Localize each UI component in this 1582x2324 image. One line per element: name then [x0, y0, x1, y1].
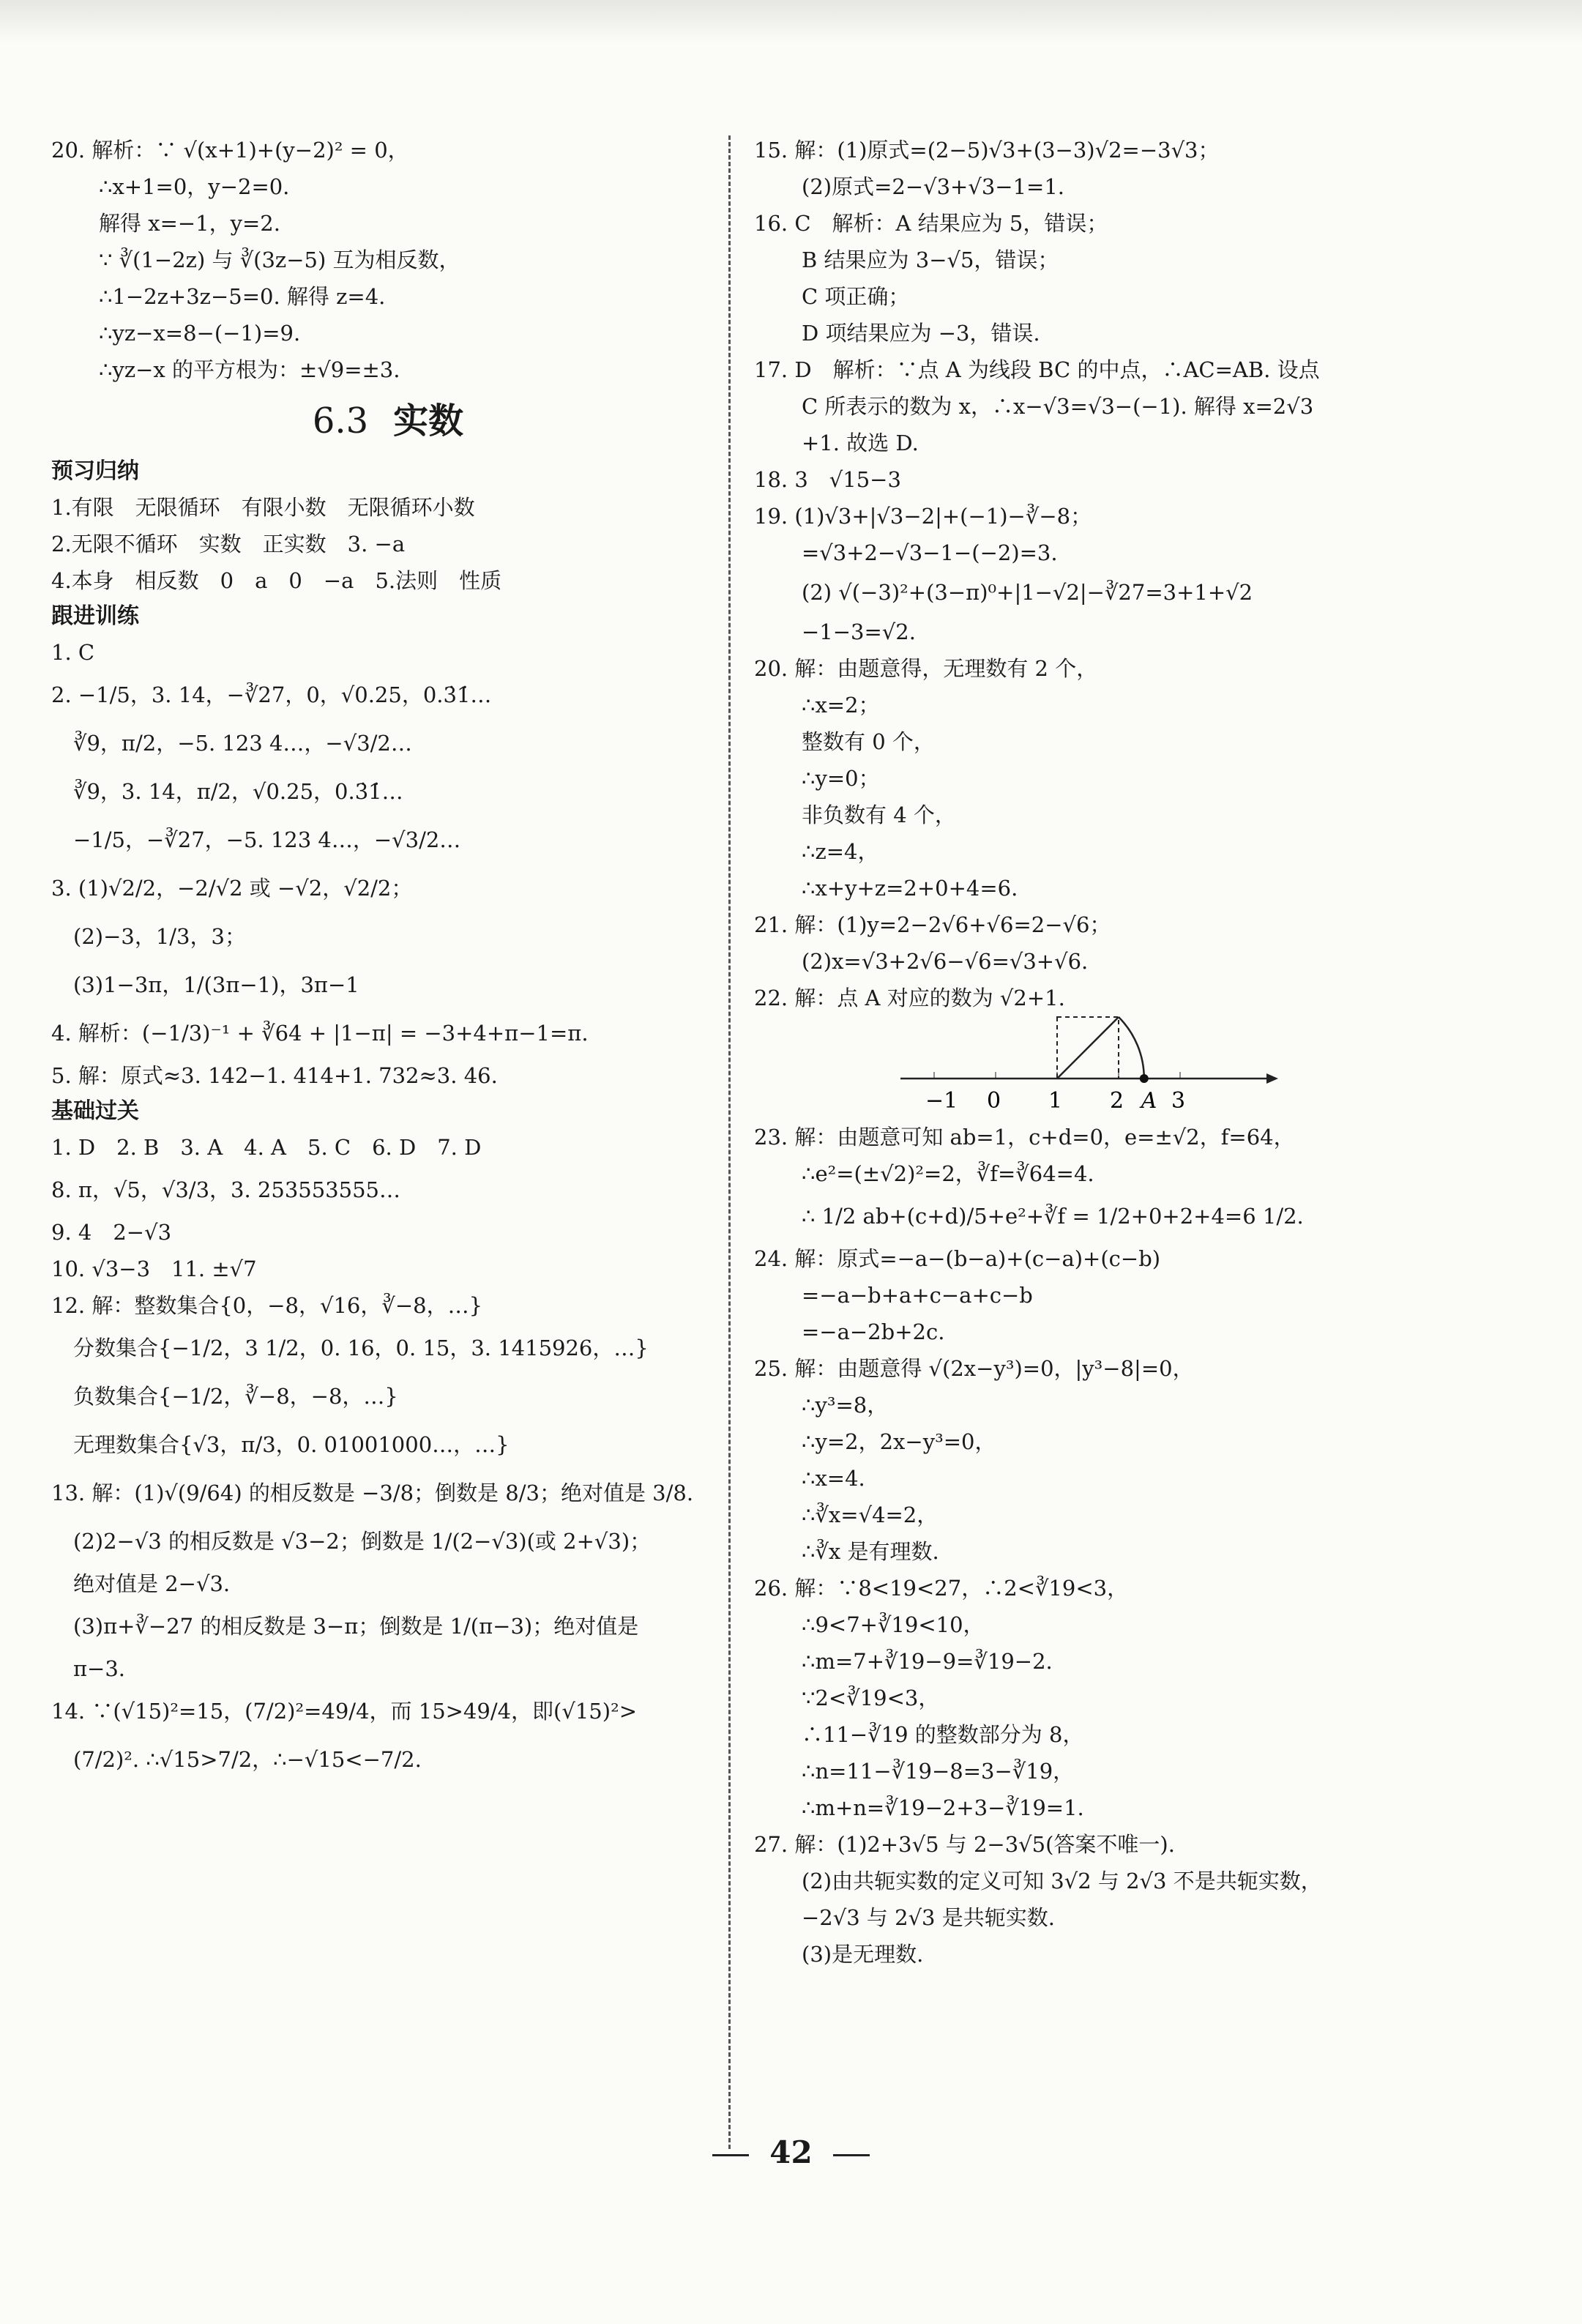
- answer-line: ∛9，3. 14，π/2，√0.25，0.3̇1̇…: [73, 779, 403, 804]
- column-divider: [728, 135, 731, 2149]
- answer-line: 2.无限不循环 实数 正实数 3. −a: [51, 532, 406, 556]
- answer-line: ∴yz−x 的平方根为：±√9=±3.: [99, 357, 400, 382]
- answer-line: 16. C 解析：A 结果应为 5，错误；: [754, 211, 1108, 236]
- tick-label: 2: [1110, 1088, 1124, 1114]
- answer-line: 26. 解：∵8<19<27，∴2<∛19<3，: [754, 1576, 1129, 1601]
- answer-line: 12. 解：整数集合{0，−8，√16，∛−8，…}: [51, 1293, 483, 1318]
- answer-line: (2)原式=2−√3+√3−1=1.: [802, 174, 1065, 199]
- tick-label: 0: [987, 1088, 1001, 1114]
- answer-line: 1. D 2. B 3. A 4. A 5. C 6. D 7. D: [51, 1135, 482, 1160]
- tick-label: 3: [1171, 1088, 1186, 1114]
- answer-line: ∴e²=(±√2)²=2，∛f=∛64=4.: [802, 1161, 1094, 1186]
- section-label: 预习归纳: [51, 458, 139, 484]
- left-column: [51, 132, 725, 1784]
- answer-line: ∵2<∛19<3，: [802, 1686, 940, 1710]
- answer-line: 绝对值是 2−√3.: [73, 1571, 231, 1596]
- answer-line: D 项结果应为 −3，错误.: [802, 321, 1040, 346]
- answer-line: 4.本身 相反数 0 a 0 −a 5.法则 性质: [51, 568, 502, 593]
- arc: [1119, 1017, 1144, 1079]
- answer-line: (2)−3，1/3，3；: [73, 924, 246, 949]
- answer-line: 解得 x=−1，y=2.: [99, 211, 280, 236]
- answer-line: 5. 解：原式≈3. 142−1. 414+1. 732≈3. 46.: [51, 1063, 498, 1088]
- tick-label: −1: [925, 1088, 958, 1114]
- answer-line: ∴yz−x=8−(−1)=9.: [99, 321, 301, 346]
- number-line-svg: [900, 1016, 1281, 1119]
- tick-label: 1: [1048, 1088, 1063, 1114]
- answer-line: ∴1−2z+3z−5=0. 解得 z=4.: [99, 284, 386, 309]
- answer-line: −2√3 与 2√3 是共轭实数.: [802, 1905, 1055, 1930]
- section-label: 跟进训练: [51, 603, 139, 629]
- answer-line: 2. −1/5，3. 14，−∛27，0，√0.25，0.3̇1̇…: [51, 682, 492, 707]
- answer-line: ∴z=4，: [802, 839, 879, 864]
- answer-line: 21. 解：(1)y=2−2√6+√6=2−√6；: [754, 912, 1111, 937]
- answer-line: 22. 解：点 A 对应的数为 √2+1.: [754, 986, 1065, 1010]
- answer-line: 1.有限 无限循环 有限小数 无限循环小数: [51, 495, 475, 520]
- answer-line: 分数集合{−1/2，3 1/2，0. 16，0. 15，3. 1415926，…}: [73, 1336, 649, 1360]
- answer-line: 18. 3 √15−3: [754, 467, 901, 492]
- answer-line: ∴x+y+z=2+0+4=6.: [802, 876, 1018, 901]
- answer-line: ∴∛x=√4=2，: [802, 1502, 939, 1527]
- answer-line: C 项正确；: [802, 284, 910, 309]
- answer-line: 14. ∵(√15)²=15，(7/2)²=49/4，而 15>49/4，即(√15)²>: [51, 1699, 637, 1724]
- answer-line: ∴y³=8，: [802, 1393, 889, 1418]
- answer-line: (2)2−√3 的相反数是 √3−2；倒数是 1/(2−√3)(或 2+√3)；: [73, 1529, 652, 1554]
- section-number: 6.3: [312, 401, 369, 442]
- page-top-shade: [0, 0, 1582, 44]
- answer-line: (3)π+∛−27 的相反数是 3−π；倒数是 1/(π−3)；绝对值是: [73, 1614, 639, 1639]
- answer-line: 10. √3−3 11. ±√7: [51, 1256, 257, 1281]
- answer-line: ∴x=4.: [802, 1466, 865, 1491]
- section-title: 实数: [393, 401, 464, 442]
- section-heading: [51, 388, 725, 454]
- answer-line: (2)由共轭实数的定义可知 3√2 与 2√3 不是共轭实数，: [802, 1869, 1322, 1893]
- answer-line: ∴n=11−∛19−8=3−∛19，: [802, 1759, 1075, 1784]
- answer-line: 13. 解：(1)√(9/64) 的相反数是 −3/8；倒数是 8/3；绝对值是 3/8.: [51, 1481, 694, 1505]
- answer-line: ∴y=2，2x−y³=0，: [802, 1429, 996, 1454]
- answer-line: ∛9，π/2，−5. 123 4…，−√3/2…: [73, 731, 412, 756]
- answer-line: π−3.: [73, 1656, 126, 1681]
- answer-line: 17. D 解析：∵点 A 为线段 BC 的中点，∴AC=AB. 设点: [754, 357, 1320, 382]
- answer-line: 25. 解：由题意得 √(2x−y³)=0，|y³−8|=0，: [754, 1356, 1194, 1381]
- answer-line: 3. (1)√2/2，−2/√2 或 −√2，√2/2；: [51, 876, 413, 901]
- point-a-label: A: [1141, 1088, 1157, 1114]
- answer-line: 非负数有 4 个，: [802, 802, 956, 827]
- answer-line: 4. 解析：(−1/3)⁻¹ + ∛64 + |1−π| = −3+4+π−1=π.: [51, 1021, 589, 1046]
- answer-line: 1. C: [51, 640, 95, 665]
- answer-line: 整数有 0 个，: [802, 729, 935, 754]
- answer-line: 20. 解：由题意得，无理数有 2 个，: [754, 656, 1098, 681]
- answer-line: =−a−2b+2c.: [802, 1319, 945, 1344]
- answer-line: ∴y=0；: [802, 766, 880, 791]
- page-number-text: 42: [769, 2134, 813, 2170]
- axis-arrow: [1266, 1073, 1278, 1084]
- answer-line: 无理数集合{√3，π/3，0. 01001000…，…}: [73, 1432, 510, 1457]
- answer-line: (7/2)². ∴√15>7/2，∴−√15<−7/2.: [73, 1747, 422, 1772]
- answer-line: 15. 解：(1)原式=(2−5)√3+(3−3)√2=−3√3；: [754, 138, 1220, 163]
- answer-line: 19. (1)√3+|√3−2|+(−1)−∛−8；: [754, 504, 1092, 529]
- answer-line: =√3+2−√3−1−(−2)=3.: [802, 540, 1058, 565]
- number-line-figure: [754, 1016, 1545, 1119]
- answer-line: 24. 解：原式=−a−(b−a)+(c−a)+(c−b): [754, 1246, 1161, 1271]
- answer-line: 23. 解：由题意可知 ab=1，c+d=0，e=±√2，f=64，: [754, 1125, 1295, 1150]
- answer-line: 8. π，√5，√3/3，3. 253553555…: [51, 1177, 400, 1202]
- answer-line: 20. 解析：∵ √(x+1)+(y−2)² = 0，: [51, 138, 409, 163]
- answer-line: 9. 4 2−√3: [51, 1220, 172, 1245]
- answer-line: (3)是无理数.: [802, 1942, 924, 1967]
- answer-line: −1−3=√2.: [802, 619, 916, 644]
- diagonal-line: [1057, 1017, 1119, 1079]
- section-label: 基础过关: [51, 1098, 139, 1124]
- answer-line: ∵ ∛(1−2z) 与 ∛(3z−5) 互为相反数，: [99, 247, 460, 272]
- page-number: [0, 2131, 1582, 2175]
- answer-line: 负数集合{−1/2，∛−8，−8，…}: [73, 1384, 398, 1409]
- right-column: [754, 132, 1545, 1973]
- answer-line: B 结果应为 3−√5，错误；: [802, 247, 1059, 272]
- answer-line: (2)x=√3+2√6−√6=√3+√6.: [802, 949, 1089, 974]
- answer-line: ∴ 1/2 ab+(c+d)/5+e²+∛f = 1/2+0+2+4=6 1/2.: [802, 1204, 1304, 1229]
- answer-line: (2) √(−3)²+(3−π)⁰+|1−√2|−∛27=3+1+√2: [802, 580, 1253, 605]
- answer-line: ∴9<7+∛19<10，: [802, 1612, 985, 1637]
- point-a: [1140, 1074, 1149, 1083]
- answer-line: −1/5，−∛27，−5. 123 4…，−√3/2…: [73, 827, 461, 852]
- answer-line: ∴x=2；: [802, 693, 880, 718]
- answer-line: +1. 故选 D.: [802, 431, 919, 455]
- answer-line: ∴∛x 是有理数.: [802, 1539, 939, 1564]
- answer-line: ∴m+n=∛19−2+3−∛19=1.: [802, 1795, 1084, 1820]
- answer-line: C 所表示的数为 x，∴x−√3=√3−(−1). 解得 x=2√3: [802, 394, 1314, 419]
- answer-line: (3)1−3π，1/(3π−1)，3π−1: [73, 972, 359, 997]
- answer-line: 27. 解：(1)2+3√5 与 2−3√5(答案不唯一).: [754, 1832, 1175, 1857]
- answer-line: ∴m=7+∛19−9=∛19−2.: [802, 1649, 1053, 1674]
- answer-line: ∴11−∛19 的整数部分为 8，: [802, 1722, 1084, 1747]
- answer-line: =−a−b+a+c−a+c−b: [802, 1283, 1033, 1308]
- answer-line: ∴x+1=0，y−2=0.: [99, 174, 290, 199]
